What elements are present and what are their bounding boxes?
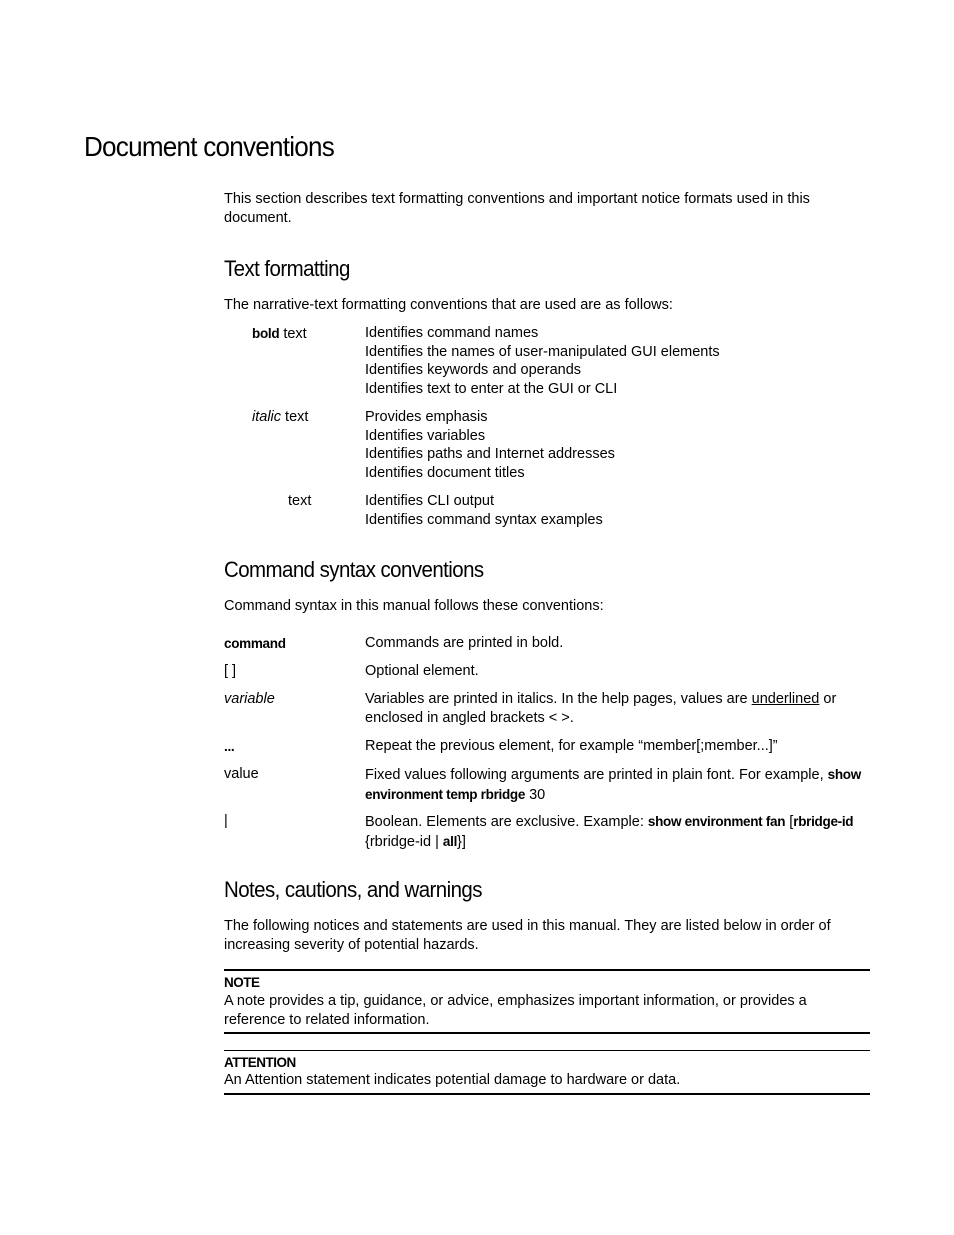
text-formatting-intro: The narrative-text formatting conventions that are used are as follows: xyxy=(224,297,673,313)
description-line: Identifies command syntax examples xyxy=(365,511,603,528)
italic-text-term: italic text xyxy=(252,409,309,425)
attention-label: ATTENTION xyxy=(224,1055,296,1070)
command-term: command xyxy=(224,636,286,651)
value-term: value xyxy=(224,766,259,782)
attention-top-rule xyxy=(224,1050,870,1051)
description-line: Provides emphasis xyxy=(365,409,488,425)
underlined-example: underlined xyxy=(751,691,820,707)
command-syntax-intro: Command syntax in this manual follows these conventions: xyxy=(224,598,604,614)
attention-text: An Attention statement indicates potential damage to hardware or data. xyxy=(224,1072,681,1088)
description-line: Identifies text to enter at the GUI or CLI xyxy=(365,380,618,397)
note-bottom-rule xyxy=(224,1032,870,1034)
description-line: Identifies keywords and operands xyxy=(365,362,582,378)
description-line: Identifies the names of user-manipulated GUI elements xyxy=(365,343,720,360)
variable-term: variable xyxy=(224,691,275,707)
intro-paragraph: This section describes text formatting conventions and important notice formats used in this document. xyxy=(224,191,810,226)
cli-text-term: text xyxy=(288,493,312,509)
attention-bottom-rule xyxy=(224,1093,870,1095)
example-command: show environment fan xyxy=(647,814,786,829)
notices-intro: The following notices and statements are used in this manual. They are listed below in order of increasing severity of potential hazards. xyxy=(224,918,831,953)
value-description: Fixed values following arguments are printed in plain font. For example, show environment temp rbridge 30 xyxy=(365,767,861,803)
bold-text-term: bold text xyxy=(252,326,307,342)
brackets-description: Optional element. xyxy=(365,663,479,679)
note-top-rule xyxy=(224,969,870,971)
note-text: A note provides a tip, guidance, or advice, emphasizes important information, or provides a reference to related information. xyxy=(224,993,807,1028)
ellipsis-term: ... xyxy=(224,739,235,754)
description-line: Identifies document titles xyxy=(365,464,525,481)
description-line: Identifies paths and Internet addresses xyxy=(365,446,615,462)
brackets-term: [ ] xyxy=(224,663,237,679)
description-line: Identifies command names xyxy=(365,325,539,341)
italic-text-description xyxy=(365,408,615,482)
notices-heading: Notes, cautions, and warnings xyxy=(224,877,482,902)
boolean-term: | xyxy=(224,813,228,829)
boolean-description: Boolean. Elements are exclusive. Example: show environment fan [rbridge-id {rbridge-id | all}] xyxy=(365,814,854,850)
note-label: NOTE xyxy=(224,975,260,990)
page-title: Document conventions xyxy=(84,131,335,162)
bold-text-description xyxy=(365,324,720,398)
command-syntax-heading: Command syntax conventions xyxy=(224,557,484,582)
example-command: show environment temp rbridge xyxy=(365,767,861,802)
variable-description: Variables are printed in italics. In the help pages, values are underlined or enclosed in angled brackets < >. xyxy=(365,691,837,726)
ellipsis-description: Repeat the previous element, for example “member[;member...]” xyxy=(365,738,778,754)
description-line: Identifies variables xyxy=(365,427,486,444)
cli-text-description xyxy=(365,492,603,529)
command-description: Commands are printed in bold. xyxy=(365,635,564,651)
description-line: Identifies CLI output xyxy=(365,493,494,509)
text-formatting-heading: Text formatting xyxy=(224,256,350,281)
